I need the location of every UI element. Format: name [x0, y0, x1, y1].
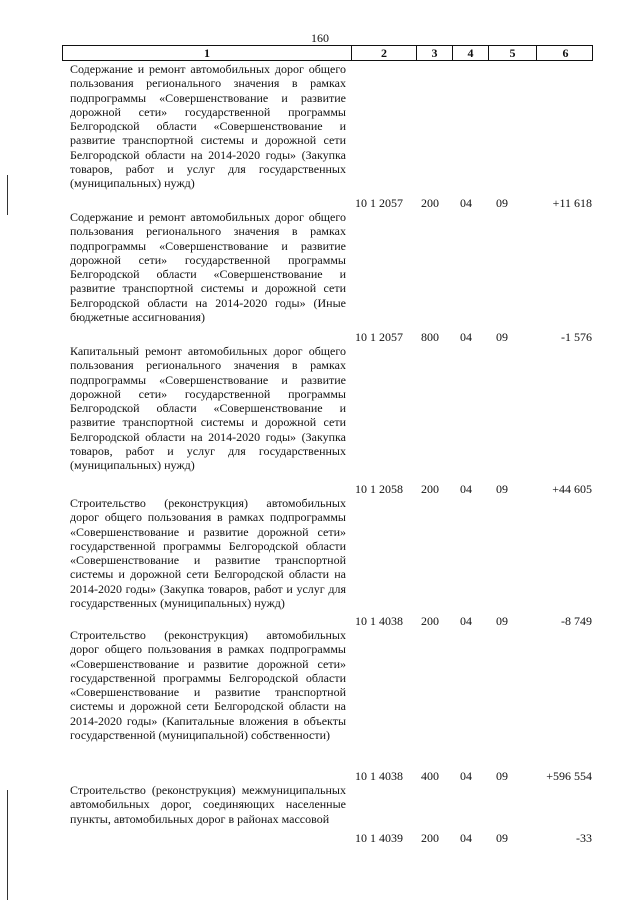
row-code: 10 1 2057 [355, 329, 403, 344]
row-amount: -33 [576, 830, 592, 845]
row-code: 10 1 2058 [355, 481, 403, 496]
row-expense-type: 800 [421, 329, 439, 344]
row-subsection: 09 [496, 195, 508, 210]
row-description: Содержание и ремонт автомобильных дорог общего пользования регионального значения в рамках подпрограммы «Совершенствование и развитие дорожной сети» государственной программы Белгородской области «Совершенствование и развитие транспортной системы и дорожной сети Белгородской области на 2014-2020 годы» (Закупка товаров, работ и услуг для государственных (муниципальных) нужд) [70, 62, 346, 191]
row-subsection: 09 [496, 830, 508, 845]
row-expense-type: 400 [421, 768, 439, 783]
row-code: 10 1 2057 [355, 195, 403, 210]
row-description: Строительство (реконструкция) автомобильных дорог общего пользования в рамках подпрограммы «Совершенствование и развитие дорожной сети» государственной программы Белгородской области «Совершенствование и развитие транспортной системы и дорожной сети Белгородской области на 2014-2020 годы» (Закупка товаров, работ и услуг для государственных (муниципальных) нужд) [70, 496, 346, 611]
row-section: 04 [460, 768, 472, 783]
row-amount: -1 576 [561, 329, 592, 344]
row-amount: +44 605 [552, 481, 592, 496]
row-description: Содержание и ремонт автомобильных дорог общего пользования регионального значения в рамках подпрограммы «Совершенствование и развитие дорожной сети» государственной программы Белгородской области «Совершенствование и развитие транспортной системы и дорожной сети Белгородской области на 2014-2020 годы» (Иные бюджетные ассигнования) [70, 210, 346, 325]
table-row [0, 783, 640, 845]
header-col-6: 6 [536, 46, 594, 60]
table-body [0, 62, 640, 845]
row-code: 10 1 4039 [355, 830, 403, 845]
table-row [0, 344, 640, 496]
row-amount: -8 749 [561, 613, 592, 628]
row-expense-type: 200 [421, 613, 439, 628]
row-code: 10 1 4038 [355, 613, 403, 628]
row-section: 04 [460, 830, 472, 845]
row-subsection: 09 [496, 329, 508, 344]
page-number: 160 [311, 31, 329, 45]
table-row [0, 496, 640, 628]
row-section: 04 [460, 613, 472, 628]
row-expense-type: 200 [421, 830, 439, 845]
row-description: Строительство (реконструкция) межмуниципальных автомобильных дорог, соединяющих населенные пункты, автомобильных дорог в районах массовой [70, 783, 346, 826]
header-col-3: 3 [416, 46, 452, 60]
table-header [62, 45, 593, 61]
row-description: Капитальный ремонт автомобильных дорог общего пользования регионального значения в рамках подпрограммы «Совершенствование и развитие дорожной сети» государственной программы Белгородской области «Совершенствование и развитие транспортной системы и дорожной сети Белгородской области на 2014-2020 годы» (Закупка товаров, работ и услуг для государственных (муниципальных) нужд) [70, 344, 346, 473]
header-col-1: 1 [204, 45, 210, 60]
header-col-2: 2 [351, 46, 416, 60]
scan-margin-mark [7, 790, 8, 900]
row-section: 04 [460, 195, 472, 210]
row-expense-type: 200 [421, 195, 439, 210]
header-col-4: 4 [452, 46, 488, 60]
row-subsection: 09 [496, 768, 508, 783]
row-expense-type: 200 [421, 481, 439, 496]
row-code: 10 1 4038 [355, 768, 403, 783]
scan-margin-mark [7, 175, 8, 215]
row-section: 04 [460, 329, 472, 344]
row-description: Строительство (реконструкция) автомобильных дорог общего пользования в рамках подпрограммы «Совершенствование и развитие дорожной сети» государственной программы Белгородской области «Совершенствование и развитие транспортной системы и дорожной сети Белгородской области на 2014-2020 годы» (Капитальные вложения в объекты государственной (муниципальной) собственности) [70, 628, 346, 743]
row-amount: +596 554 [546, 768, 592, 783]
row-section: 04 [460, 481, 472, 496]
row-subsection: 09 [496, 613, 508, 628]
table-row [0, 628, 640, 783]
table-row [0, 62, 640, 210]
row-amount: +11 618 [552, 195, 592, 210]
table-row [0, 210, 640, 344]
row-subsection: 09 [496, 481, 508, 496]
header-col-5: 5 [488, 46, 536, 60]
